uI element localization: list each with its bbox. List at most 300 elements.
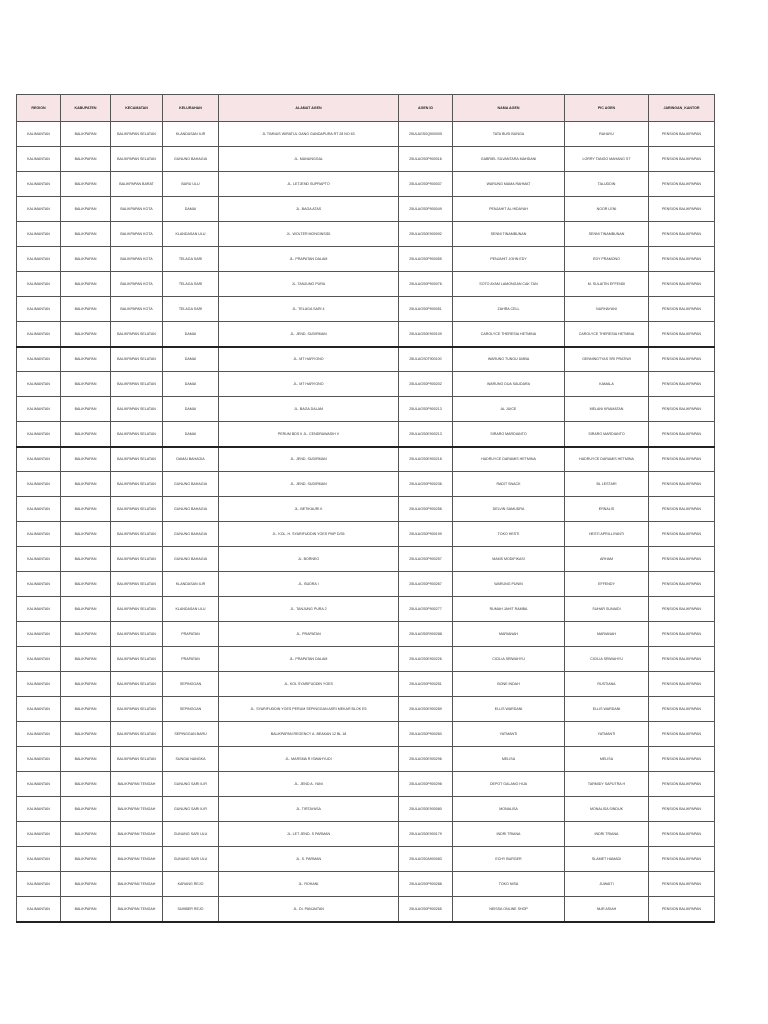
table-row — [17, 197, 715, 222]
cell-nama-agen: PENJAHIT JOHN EDY — [453, 247, 565, 272]
cell-kecamatan: BALIKPAPAN SELATAN — [111, 397, 163, 422]
table-row — [17, 147, 715, 172]
cell-jaringan-kantor: PENSION BALIKPAPAN — [649, 647, 715, 672]
cell-jaringan-kantor: PENSION BALIKPAPAN — [649, 372, 715, 397]
cell-nama-agen: AL JUICE — [453, 397, 565, 422]
cell-kabupaten: BALIKPAPAN — [61, 772, 111, 797]
cell-nama-agen: MONALISA — [453, 797, 565, 822]
cell-nama-agen: MELISA — [453, 747, 565, 772]
cell-nama-agen: WARUNG DUA SAUDARA — [453, 372, 565, 397]
cell-kabupaten: BALIKPAPAN — [61, 722, 111, 747]
cell-jaringan-kantor: PENSION BALIKPAPAN — [649, 697, 715, 722]
cell-kabupaten: BALIKPAPAN — [61, 297, 111, 322]
cell-kelurahan: SUNGAI NANGKA — [163, 747, 219, 772]
cell-alamat-agen: JL. LETJEND SUPRAPTO — [219, 172, 399, 197]
cell-agen-id: 25ULAGS0P900016 — [399, 147, 453, 172]
cell-nama-agen: ZAHRA CELL — [453, 297, 565, 322]
cell-kecamatan: BALIKPAPAN SELATAN — [111, 497, 163, 522]
table-row — [17, 747, 715, 772]
table-row — [17, 572, 715, 597]
cell-jaringan-kantor: PENSION BALIKPAPAN — [649, 447, 715, 472]
cell-kabupaten: BALIKPAPAN — [61, 747, 111, 772]
cell-region: KALIMANTAN — [17, 472, 61, 497]
cell-nama-agen: MARIANAH — [453, 622, 565, 647]
cell-agen-id: 25ULAGS0P900288 — [399, 872, 453, 897]
cell-kelurahan: TELAGA SARI — [163, 272, 219, 297]
cell-kabupaten: BALIKPAPAN — [61, 697, 111, 722]
cell-pic-agen: RUSTIANA — [565, 672, 649, 697]
cell-pic-agen: MELISA — [565, 747, 649, 772]
cell-alamat-agen: JL. WOLTER MONGINSIDI — [219, 222, 399, 247]
cell-kelurahan: KLANDASAN ULU — [163, 597, 219, 622]
cell-kecamatan: BALIKPAPAN KOTA — [111, 297, 163, 322]
cell-alamat-agen: JL. TIRTAYASA — [219, 797, 399, 822]
cell-region: KALIMANTAN — [17, 172, 61, 197]
table-row — [17, 297, 715, 322]
cell-region: KALIMANTAN — [17, 272, 61, 297]
cell-pic-agen: EFFENDY — [565, 572, 649, 597]
cell-region: KALIMANTAN — [17, 547, 61, 572]
cell-jaringan-kantor: PENSION BALIKPAPAN — [649, 522, 715, 547]
cell-kelurahan: DAMAI — [163, 397, 219, 422]
cell-jaringan-kantor: PENSION BALIKPAPAN — [649, 222, 715, 247]
cell-pic-agen: EDY PRAMONO — [565, 247, 649, 272]
cell-agen-id: 25ULAGS0P900055 — [399, 247, 453, 272]
cell-region: KALIMANTAN — [17, 722, 61, 747]
cell-alamat-agen: JL. BUDRA I — [219, 572, 399, 597]
cell-region: KALIMANTAN — [17, 747, 61, 772]
cell-kecamatan: BALIKPAPAN SELATAN — [111, 322, 163, 347]
cell-kelurahan: DAMAI — [163, 347, 219, 372]
cell-kecamatan: BALIKPAPAN SELATAN — [111, 422, 163, 447]
table-row — [17, 497, 715, 522]
cell-alamat-agen: JL. JEND. SUDIRMAN — [219, 322, 399, 347]
cell-alamat-agen: JL. ROHANI — [219, 872, 399, 897]
cell-kecamatan: BALIKPAPAN SELATAN — [111, 372, 163, 397]
column-header-kecamatan: KECAMATAN — [111, 95, 163, 122]
cell-nama-agen: DELVIN SAMUDRA — [453, 497, 565, 522]
cell-kecamatan: BALIKPAPAN KOTA — [111, 222, 163, 247]
cell-jaringan-kantor: PENSION BALIKPAPAN — [649, 322, 715, 347]
cell-alamat-agen: JL. BETIKAURI II — [219, 497, 399, 522]
cell-region: KALIMANTAN — [17, 247, 61, 272]
cell-kelurahan: DAMAI — [163, 422, 219, 447]
cell-jaringan-kantor: PENSION BALIKPAPAN — [649, 572, 715, 597]
cell-pic-agen: KAMALA — [565, 372, 649, 397]
cell-nama-agen: TOKO HESTI — [453, 522, 565, 547]
cell-region: KALIMANTAN — [17, 647, 61, 672]
cell-alamat-agen: JL. MARSMA R ISWAHYUDI — [219, 747, 399, 772]
column-header-nama-agen: NAMA AGEN — [453, 95, 565, 122]
cell-pic-agen: SLAMET HAMADI — [565, 847, 649, 872]
agent-table-sheet — [16, 94, 714, 923]
cell-region: KALIMANTAN — [17, 847, 61, 872]
cell-pic-agen: SIRARO MARDIANTO — [565, 422, 649, 447]
cell-kelurahan: KLANDASAN ULU — [163, 222, 219, 247]
cell-jaringan-kantor: PENSION BALIKPAPAN — [649, 847, 715, 872]
cell-agen-id: 25ULAGS0P900049 — [399, 197, 453, 222]
cell-pic-agen: ERNALIS — [565, 497, 649, 522]
table-row — [17, 622, 715, 647]
cell-kelurahan: DAMAI — [163, 322, 219, 347]
cell-nama-agen: RUMAH JAHIT RAMBA — [453, 597, 565, 622]
cell-nama-agen: PENJAHIT AL HIDAYAH — [453, 197, 565, 222]
cell-region: KALIMANTAN — [17, 347, 61, 372]
table-row — [17, 897, 715, 922]
cell-nama-agen: WARUNG MAMA RAHMAT — [453, 172, 565, 197]
cell-kelurahan: DAMAI — [163, 197, 219, 222]
cell-pic-agen: MONALISA SINDUK — [565, 797, 649, 822]
cell-jaringan-kantor: PENSION BALIKPAPAN — [649, 122, 715, 147]
cell-alamat-agen: JL. SYARIFUDDIN YOES PERUM SEPINGGAN ASRI MEKAR BLOK E5 — [219, 697, 399, 722]
cell-kecamatan: BALIKPAPAN KOTA — [111, 197, 163, 222]
cell-region: KALIMANTAN — [17, 322, 61, 347]
cell-kabupaten: BALIKPAPAN — [61, 197, 111, 222]
cell-region: KALIMANTAN — [17, 872, 61, 897]
cell-jaringan-kantor: PENSION BALIKPAPAN — [649, 822, 715, 847]
cell-alamat-agen: JL. DI. PANJAITAN — [219, 897, 399, 922]
cell-nama-agen: INDRI TRIANA — [453, 822, 565, 847]
cell-jaringan-kantor: PENSION BALIKPAPAN — [649, 397, 715, 422]
cell-alamat-agen: JL. MT HARYONO — [219, 347, 399, 372]
cell-jaringan-kantor: PENSION BALIKPAPAN — [649, 547, 715, 572]
cell-kelurahan: KLANDASAN ILIR — [163, 122, 219, 147]
cell-pic-agen: MELANI KRAMATAN — [565, 397, 649, 422]
cell-pic-agen: ELLIS WARDANI — [565, 697, 649, 722]
cell-kelurahan: GUNUNG BAHAGIA — [163, 497, 219, 522]
cell-kabupaten: BALIKPAPAN — [61, 422, 111, 447]
cell-region: KALIMANTAN — [17, 397, 61, 422]
cell-pic-agen: MARIANAH — [565, 622, 649, 647]
cell-agen-id: 25ULAGS0E900218 — [399, 447, 453, 472]
cell-kelurahan: GUNUNG SARI ULU — [163, 822, 219, 847]
cell-alamat-agen: JL. TANJUNG PURA 2 — [219, 597, 399, 622]
cell-jaringan-kantor: PENSION BALIKPAPAN — [649, 622, 715, 647]
cell-kecamatan: BALIKPAPAN SELATAN — [111, 147, 163, 172]
cell-agen-id: 25ULAGS0P900037 — [399, 172, 453, 197]
cell-kecamatan: BALIKPAPAN SELATAN — [111, 672, 163, 697]
cell-nama-agen: WARUNG PUNIN — [453, 572, 565, 597]
cell-kelurahan: PRAPATAN — [163, 647, 219, 672]
table-row — [17, 522, 715, 547]
cell-jaringan-kantor: PENSION BALIKPAPAN — [649, 772, 715, 797]
cell-pic-agen: NURHAYANI — [565, 297, 649, 322]
column-header-jaringan-kantor: JARINGAN_KANTOR — [649, 95, 715, 122]
cell-kabupaten: BALIKPAPAN — [61, 797, 111, 822]
cell-kabupaten: BALIKPAPAN — [61, 172, 111, 197]
cell-alamat-agen: JL. LET JEND. S PARMAN — [219, 822, 399, 847]
cell-region: KALIMANTAN — [17, 697, 61, 722]
cell-kabupaten: BALIKPAPAN — [61, 222, 111, 247]
cell-agen-id: 25ULAGS0E900296 — [399, 747, 453, 772]
cell-pic-agen: TARMIDY SAPUTRA H — [565, 772, 649, 797]
cell-jaringan-kantor: PENSION BALIKPAPAN — [649, 722, 715, 747]
cell-kabupaten: BALIKPAPAN — [61, 847, 111, 872]
cell-nama-agen: DEPOT GALANG HIJA — [453, 772, 565, 797]
cell-region: KALIMANTAN — [17, 897, 61, 922]
cell-jaringan-kantor: PENSION BALIKPAPAN — [649, 197, 715, 222]
cell-region: KALIMANTAN — [17, 522, 61, 547]
cell-jaringan-kantor: PENSION BALIKPAPAN — [649, 797, 715, 822]
cell-kelurahan: DAMAI — [163, 372, 219, 397]
cell-alamat-agen: BALIKPAPAN REGENCY A. BEAKAN 12 BL 18 — [219, 722, 399, 747]
table-row — [17, 697, 715, 722]
cell-alamat-agen: JL. TELAGA SARI 4 — [219, 297, 399, 322]
cell-kecamatan: BALIKPAPAN TENGAH — [111, 847, 163, 872]
cell-kabupaten: BALIKPAPAN — [61, 622, 111, 647]
cell-region: KALIMANTAN — [17, 147, 61, 172]
table-row — [17, 672, 715, 697]
table-row — [17, 597, 715, 622]
cell-alamat-agen: JL. BAGA DALAM — [219, 397, 399, 422]
cell-agen-id: 25ULAGS0P900202 — [399, 372, 453, 397]
cell-kabupaten: BALIKPAPAN — [61, 872, 111, 897]
cell-agen-id: 25ULAGS0P900076 — [399, 272, 453, 297]
cell-agen-id: 25ULAGS0P900213 — [399, 397, 453, 422]
cell-kabupaten: BALIKPAPAN — [61, 822, 111, 847]
cell-kelurahan: TELAGA SARI — [163, 297, 219, 322]
cell-agen-id: 25ULAGS0P900051 — [399, 297, 453, 322]
table-row — [17, 547, 715, 572]
table-row — [17, 172, 715, 197]
cell-alamat-agen: JL. S. PARMAN — [219, 847, 399, 872]
cell-kelurahan: KLANDASAN ILIR — [163, 572, 219, 597]
cell-nama-agen: CAROLYCE THERESIA HETMINA — [453, 322, 565, 347]
cell-kecamatan: BALIKPAPAN TENGAH — [111, 872, 163, 897]
table-row — [17, 722, 715, 747]
cell-kecamatan: BALIKPAPAN SELATAN — [111, 647, 163, 672]
cell-pic-agen: NOOR LENI — [565, 197, 649, 222]
table-row — [17, 122, 715, 147]
cell-pic-agen: NUR ASIAH — [565, 897, 649, 922]
cell-kecamatan: BALIKPAPAN SELATAN — [111, 122, 163, 147]
cell-kabupaten: BALIKPAPAN — [61, 147, 111, 172]
cell-agen-id: 25ULAGS0E900109 — [399, 322, 453, 347]
cell-jaringan-kantor: PENSION BALIKPAPAN — [649, 272, 715, 297]
cell-kecamatan: BALIKPAPAN SELATAN — [111, 747, 163, 772]
table-row — [17, 847, 715, 872]
cell-agen-id: 25ULAGS0P900236 — [399, 472, 453, 497]
cell-alamat-agen: JL. PRAPATAN DALAM — [219, 247, 399, 272]
cell-kelurahan: SEPINGGAN — [163, 697, 219, 722]
cell-kecamatan: BALIKPAPAN SELATAN — [111, 622, 163, 647]
cell-kabupaten: BALIKPAPAN — [61, 647, 111, 672]
cell-agen-id: 25ULAGS0A900083 — [399, 847, 453, 872]
table-row — [17, 872, 715, 897]
cell-agen-id: 25ULAGS0E900179 — [399, 822, 453, 847]
cell-alamat-agen: PERUM BDS II JL. CENDRAWASIH V — [219, 422, 399, 447]
cell-kelurahan: GUNUNG SARI ILIR — [163, 797, 219, 822]
cell-kabupaten: BALIKPAPAN — [61, 472, 111, 497]
cell-alamat-agen: JL. TANJUNG PURA — [219, 272, 399, 297]
cell-nama-agen: ECHY BURGER — [453, 847, 565, 872]
cell-pic-agen: GENNINGTYAS SRI PRATIWI — [565, 347, 649, 372]
cell-alamat-agen: JL. JEND. SUDIRMAN — [219, 447, 399, 472]
cell-nama-agen: SIRARO MARDIANTO — [453, 422, 565, 447]
cell-nama-agen: BONE INDAH — [453, 672, 565, 697]
cell-pic-agen: TALUDDIN — [565, 172, 649, 197]
cell-region: KALIMANTAN — [17, 622, 61, 647]
cell-kabupaten: BALIKPAPAN — [61, 247, 111, 272]
cell-kabupaten: BALIKPAPAN — [61, 522, 111, 547]
cell-nama-agen: CICILIA SRIWAHYU — [453, 647, 565, 672]
cell-jaringan-kantor: PENSION BALIKPAPAN — [649, 422, 715, 447]
cell-pic-agen: SENNI TINAMBUNAN — [565, 222, 649, 247]
cell-kabupaten: BALIKPAPAN — [61, 597, 111, 622]
cell-nama-agen: RADIT SNACK — [453, 472, 565, 497]
cell-agen-id: 25ULAGS0R900288 — [399, 622, 453, 647]
cell-kelurahan: GUNUNG BAHAGIA — [163, 472, 219, 497]
cell-kelurahan: GUNUNG SARI ULU — [163, 847, 219, 872]
cell-pic-agen: SUHAR SUNAIDI — [565, 597, 649, 622]
cell-jaringan-kantor: PENSION BALIKPAPAN — [649, 597, 715, 622]
cell-kecamatan: BALIKPAPAN SELATAN — [111, 547, 163, 572]
cell-agen-id: 25ULAGS0P900251 — [399, 672, 453, 697]
cell-nama-agen: TOKO NISA — [453, 872, 565, 897]
cell-alamat-agen: JL. BAGA ATAS — [219, 197, 399, 222]
column-header-alamat-agen: ALAMAT AGEN — [219, 95, 399, 122]
cell-region: KALIMANTAN — [17, 197, 61, 222]
cell-kecamatan: BALIKPAPAN SELATAN — [111, 572, 163, 597]
cell-jaringan-kantor: PENSION BALIKPAPAN — [649, 247, 715, 272]
cell-agen-id: 25ULAGS0P900267 — [399, 572, 453, 597]
cell-nama-agen: TATA BUSI BUNGA — [453, 122, 565, 147]
cell-alamat-agen: JL. MT HARYONO — [219, 372, 399, 397]
cell-pic-agen: CAROLYCE THERESIA HETMINA — [565, 322, 649, 347]
table-row — [17, 797, 715, 822]
cell-kabupaten: BALIKPAPAN — [61, 572, 111, 597]
table-row — [17, 397, 715, 422]
table-row — [17, 222, 715, 247]
cell-kabupaten: BALIKPAPAN — [61, 272, 111, 297]
cell-agen-id: 25ULAGS0E900289 — [399, 697, 453, 722]
cell-kecamatan: BALIKPAPAN SELATAN — [111, 472, 163, 497]
cell-nama-agen: YATMANTI — [453, 722, 565, 747]
cell-pic-agen: YATMANTI — [565, 722, 649, 747]
cell-kabupaten: BALIKPAPAN — [61, 372, 111, 397]
cell-agen-id: 25ULAGS0P900258 — [399, 497, 453, 522]
cell-region: KALIMANTAN — [17, 572, 61, 597]
cell-pic-agen: HESTI APRILLIYANTI — [565, 522, 649, 547]
cell-agen-id: 25ULAGS0P900260 — [399, 722, 453, 747]
cell-region: KALIMANTAN — [17, 422, 61, 447]
cell-region: KALIMANTAN — [17, 372, 61, 397]
table-row — [17, 272, 715, 297]
cell-nama-agen: SENNI TINAMBUNAN — [453, 222, 565, 247]
cell-agen-id: 25ULAGS0P900199 — [399, 522, 453, 547]
table-row — [17, 647, 715, 672]
cell-pic-agen: CICILIA SRIWAHYU — [565, 647, 649, 672]
agent-table — [16, 94, 715, 923]
cell-pic-agen: BL LESTARI — [565, 472, 649, 497]
cell-kecamatan: BALIKPAPAN BARAT — [111, 172, 163, 197]
cell-kelurahan: GUNUNG BAHAGIA — [163, 147, 219, 172]
cell-pic-agen: ARHAM — [565, 547, 649, 572]
cell-region: KALIMANTAN — [17, 672, 61, 697]
column-header-region: REGION — [17, 95, 61, 122]
cell-alamat-agen: JL. MANUNGGAL — [219, 147, 399, 172]
cell-kabupaten: BALIKPAPAN — [61, 347, 111, 372]
cell-alamat-agen: JL. JEND A. YANI — [219, 772, 399, 797]
cell-kecamatan: BALIKPAPAN TENGAH — [111, 797, 163, 822]
cell-nama-agen: MAMS MODIFIKASI — [453, 547, 565, 572]
cell-jaringan-kantor: PENSION BALIKPAPAN — [649, 872, 715, 897]
cell-region: KALIMANTAN — [17, 222, 61, 247]
cell-region: KALIMANTAN — [17, 797, 61, 822]
cell-kelurahan: PRAPATAN — [163, 622, 219, 647]
cell-region: KALIMANTAN — [17, 297, 61, 322]
cell-region: KALIMANTAN — [17, 822, 61, 847]
cell-jaringan-kantor: PENSION BALIKPAPAN — [649, 897, 715, 922]
cell-jaringan-kantor: PENSION BALIKPAPAN — [649, 172, 715, 197]
cell-kecamatan: BALIKPAPAN TENGAH — [111, 822, 163, 847]
cell-agen-id: 25ULAGS0E900213 — [399, 422, 453, 447]
table-row — [17, 447, 715, 472]
cell-jaringan-kantor: PENSION BALIKPAPAN — [649, 347, 715, 372]
cell-kabupaten: BALIKPAPAN — [61, 447, 111, 472]
table-body — [17, 122, 715, 922]
cell-agen-id: 25ULAGS0T900100 — [399, 347, 453, 372]
cell-kecamatan: BALIKPAPAN TENGAH — [111, 772, 163, 797]
cell-agen-id: 25ULAGS0E900226 — [399, 647, 453, 672]
cell-kecamatan: BALIKPAPAN KOTA — [111, 247, 163, 272]
cell-kelurahan: GUNUNG SARI ILIR — [163, 772, 219, 797]
cell-alamat-agen: JL. KOL SYARIFUDDIN YOES — [219, 672, 399, 697]
cell-nama-agen: HADRUYCE DARAMIS HETMINA — [453, 447, 565, 472]
column-header-agen-id: AGEN ID — [399, 95, 453, 122]
cell-kelurahan: SEPINGGAN BARU — [163, 722, 219, 747]
table-row — [17, 247, 715, 272]
cell-kabupaten: BALIKPAPAN — [61, 897, 111, 922]
cell-jaringan-kantor: PENSION BALIKPAPAN — [649, 297, 715, 322]
table-header-row — [17, 95, 715, 122]
cell-region: KALIMANTAN — [17, 447, 61, 472]
cell-kabupaten: BALIKPAPAN — [61, 672, 111, 697]
cell-alamat-agen: JL TIMNUS WIRATUL GANG GANDAPURA RT 28 NO 63 — [219, 122, 399, 147]
cell-alamat-agen: JL. JEND. SUDIRMAN — [219, 472, 399, 497]
cell-kabupaten: BALIKPAPAN — [61, 397, 111, 422]
cell-pic-agen: M. SULAITIN EFFENDI — [565, 272, 649, 297]
table-row — [17, 772, 715, 797]
cell-region: KALIMANTAN — [17, 497, 61, 522]
table-row — [17, 422, 715, 447]
cell-region: KALIMANTAN — [17, 772, 61, 797]
cell-nama-agen: WARUNG TUNGU UMBA — [453, 347, 565, 372]
cell-kecamatan: BALIKPAPAN SELATAN — [111, 597, 163, 622]
cell-kelurahan: SEPINGGAN — [163, 672, 219, 697]
table-row — [17, 322, 715, 347]
cell-agen-id: 25ULAGS0P900277 — [399, 597, 453, 622]
cell-alamat-agen: JL. PRAPATAN DALAM — [219, 647, 399, 672]
cell-kecamatan: BALIKPAPAN TENGAH — [111, 897, 163, 922]
cell-region: KALIMANTAN — [17, 597, 61, 622]
cell-jaringan-kantor: PENSION BALIKPAPAN — [649, 497, 715, 522]
cell-pic-agen: HADRUYCE DARAMIS HETMINA — [565, 447, 649, 472]
cell-region: KALIMANTAN — [17, 122, 61, 147]
cell-pic-agen: INDRI TRIANA — [565, 822, 649, 847]
table-row — [17, 472, 715, 497]
cell-kecamatan: BALIKPAPAN SELATAN — [111, 347, 163, 372]
cell-pic-agen: LORRY TANGO MAHANG ST — [565, 147, 649, 172]
cell-kelurahan: BARU ULU — [163, 172, 219, 197]
table-row — [17, 347, 715, 372]
cell-pic-agen: RAHAYU — [565, 122, 649, 147]
cell-nama-agen: NEISSA ONLINE SHOP — [453, 897, 565, 922]
cell-kelurahan: DAMAI BAHAGIA — [163, 447, 219, 472]
cell-kecamatan: BALIKPAPAN SELATAN — [111, 697, 163, 722]
cell-jaringan-kantor: PENSION BALIKPAPAN — [649, 747, 715, 772]
cell-kecamatan: BALIKPAPAN SELATAN — [111, 522, 163, 547]
